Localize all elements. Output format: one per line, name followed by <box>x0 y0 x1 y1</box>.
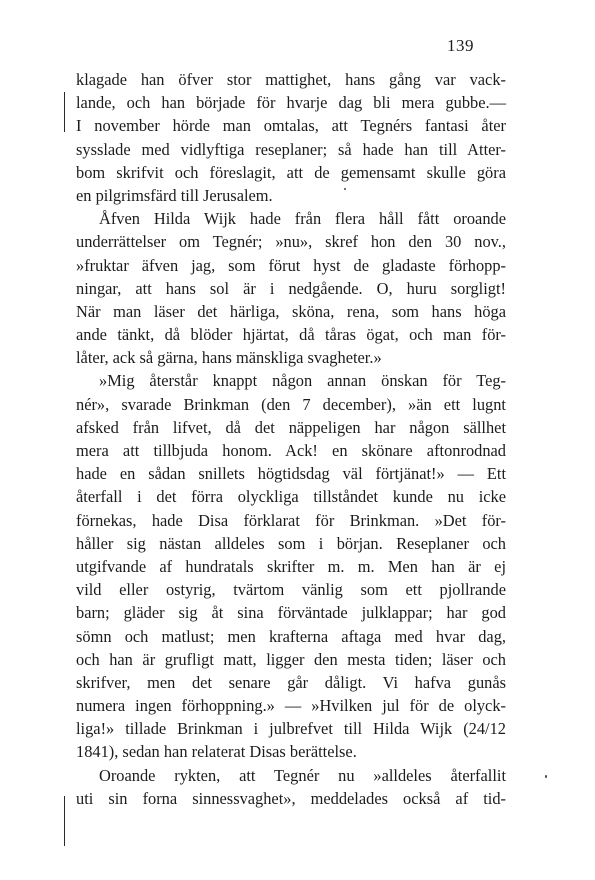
text-line: numera ingen förhoppning.» — »Hvilken jul för de olyck- <box>76 696 506 716</box>
text-line: Oroande rykten, att Tegnér nu »alldeles återfallit <box>99 765 506 785</box>
text-line: återfall i det förra olyckliga tillståndet kunde nu icke <box>76 487 506 507</box>
text-line: hade en sådan snillets högtidsdag väl förtjänat!» — Ett <box>76 464 506 484</box>
text-line: 1841), sedan han relaterat Disas berättelse. <box>76 742 357 762</box>
text-line: liga!» tillade Brinkman i julbrefvet till Hilda Wijk (24/12 <box>76 719 506 739</box>
text-line: ningar, att hans sol är i nedgående. O, huru sorgligt! <box>76 278 506 298</box>
text-line: utgifvande af hundratals skrifter m. m. Men han är ej <box>76 556 506 576</box>
text-line: När man läser det härliga, sköna, rena, som hans höga <box>76 301 506 321</box>
text-line: »fruktar äfven jag, som förut hyst de gladaste förhopp- <box>76 255 506 275</box>
text-line: håller sig nästan alldeles som i början. Reseplaner och <box>76 533 506 553</box>
text-line: afsked från lifvet, då det näppeligen har någon sällhet <box>76 417 506 437</box>
text-line: lande, och han började för hvarje dag bli mera gubbe.— <box>76 93 506 113</box>
text-line: »Mig återstår knappt någon annan önskan för Teg- <box>99 371 506 391</box>
text-line: Åfven Hilda Wijk hade från flera håll fått oroande <box>99 209 506 229</box>
text-line: en pilgrimsfärd till Jerusalem. <box>76 185 273 205</box>
text-line: låter, ack så gärna, hans mänskliga svagheter.» <box>76 348 382 368</box>
text-line: ande tänkt, då blöder hjärtat, då tåras ögat, och man för- <box>76 325 506 345</box>
margin-mark <box>64 92 65 132</box>
text-line: sömn och matlust; men krafterna aftaga med hvar dag, <box>76 626 506 646</box>
text-line: underrättelser om Tegnér; »nu», skref hon den 30 nov., <box>76 232 506 252</box>
margin-mark <box>64 796 65 846</box>
body-text <box>76 68 506 810</box>
text-line: barn; gläder sig åt sina förväntade julklappar; har god <box>76 603 506 623</box>
text-line: nér», svarade Brinkman (den 7 december), »än ett lugnt <box>76 394 506 414</box>
text-line: skrifver, men det senare går dåligt. Vi hafva gunås <box>76 672 506 692</box>
text-line: vild eller ostyrig, tvärtom vänlig som ett pjollrande <box>76 580 506 600</box>
text-line: I november hörde man omtalas, att Tegnérs fantasi åter <box>76 116 506 136</box>
page-number: 139 <box>447 36 474 55</box>
text-line: mera att tillbjuda honom. Ack! en skönare aftonrodnad <box>76 441 506 460</box>
text-line: och han är grufligt matt, ligger den mesta tiden; läser och <box>76 649 506 669</box>
speck <box>545 775 547 778</box>
text-line: förnekas, hade Disa förklarat för Brinkman. »Det för- <box>76 510 506 530</box>
text-line: sysslade med vidlyftiga reseplaner; så hade han till Atter- <box>76 139 506 159</box>
text-line: klagade han öfver stor mattighet, hans gång var vack- <box>76 70 506 89</box>
text-line: uti sin forna sinnessvaghet», meddelades också af tid- <box>76 788 506 808</box>
text-line: bom skrifvit och föreslagit, att de gemensamt skulle göra <box>76 162 506 182</box>
